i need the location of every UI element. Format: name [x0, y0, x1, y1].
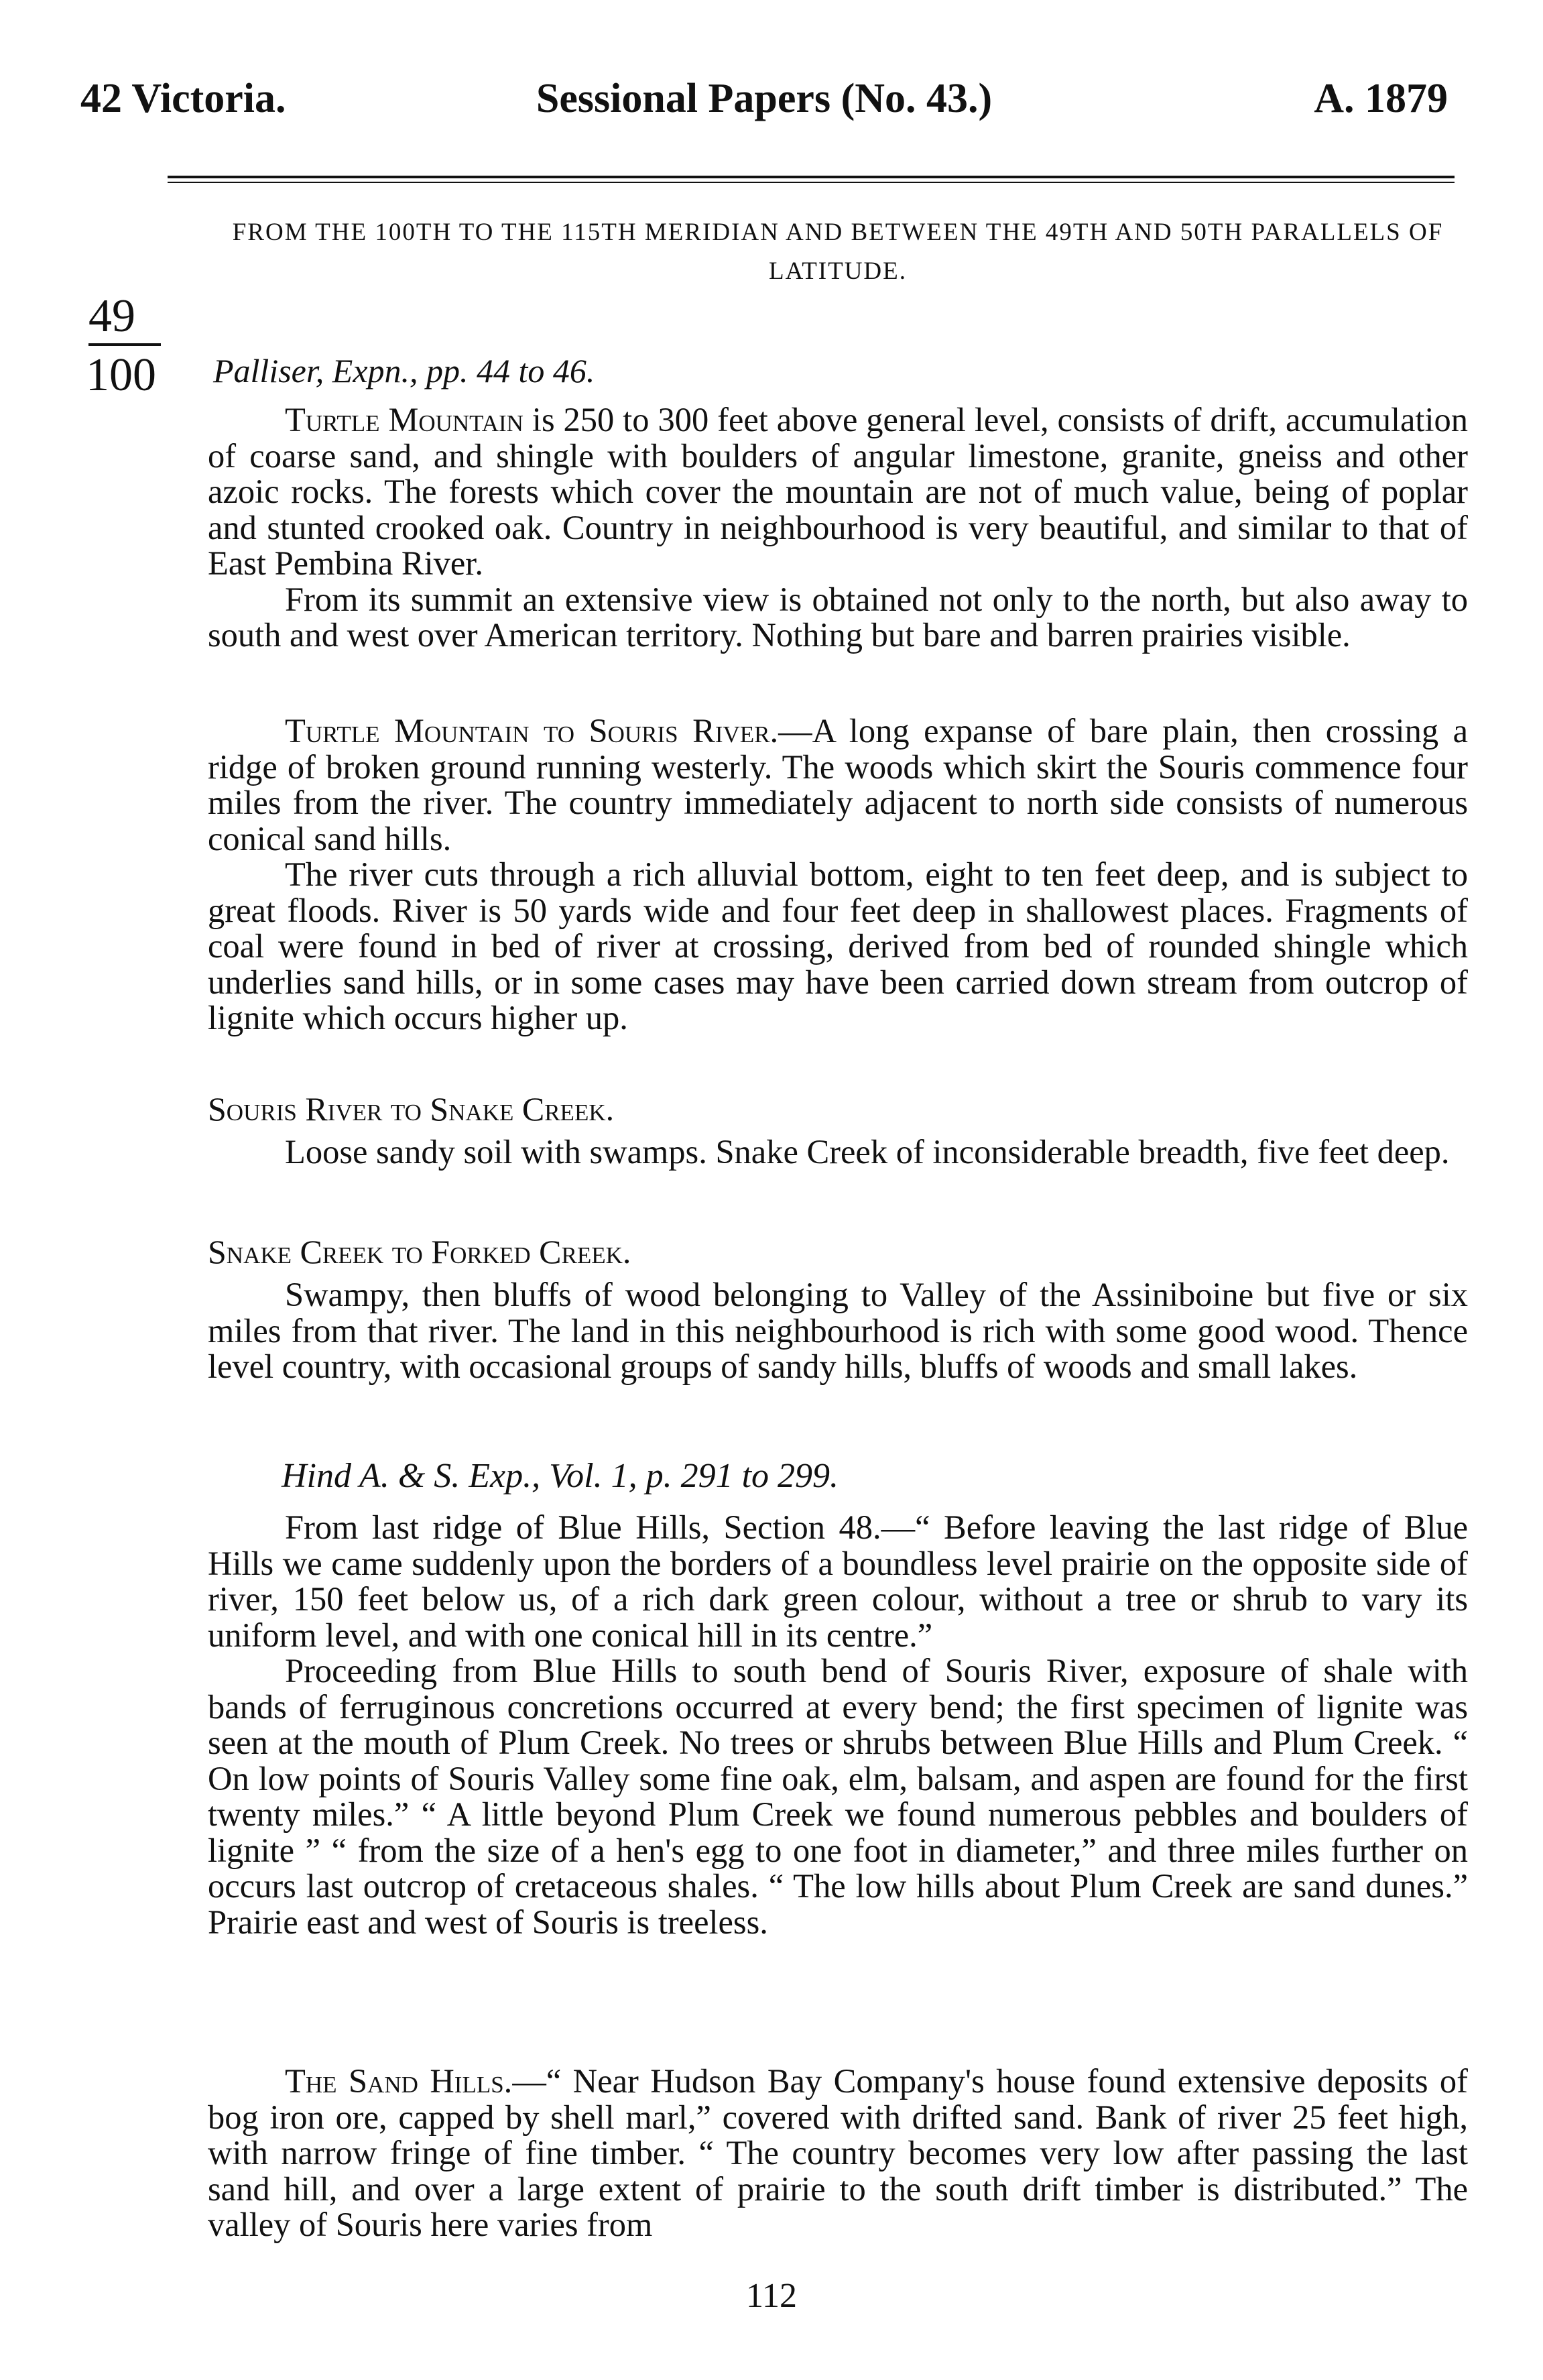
header-left: 42 Victoria.	[80, 76, 286, 121]
running-header	[80, 75, 1448, 129]
paragraph	[208, 402, 1468, 582]
margin-note-bottom: 100	[86, 349, 156, 401]
paragraph-text: —A long expanse of bare plain, then crossing a ridge of broken ground running westerly. The woods which skirt the Souris commence four miles from the river. The country immediately adjacent to north side consists of numerous conical sand hills.	[208, 712, 1468, 857]
section-subheading: FROM THE 100TH TO THE 115TH MERIDIAN AND BETWEEN THE 49TH AND 50TH PARALLELS OF LATITUDE.	[232, 219, 1444, 285]
souris-river-section	[208, 713, 1468, 1036]
section-heading: Snake Creek to Forked Creek.	[208, 1233, 631, 1270]
margin-note-top: 49	[88, 290, 135, 342]
paragraph: Proceeding from Blue Hills to south bend of Souris River, exposure of shale with bands of ferruginous concretions occurred at every bend; the first specimen of lignite was seen at the mouth of Plum Creek. No trees or shrubs between Blue Hills and Plum Creek. “ On low points of Souris Valley some fine oak, elm, balsam, and aspen are found for the first twenty miles.” “ A little beyond Plum Creek we found numerous pebbles and boulders of lignite ” “ from the size of a hen's egg to one foot in diameter,” and three miles further on occurs last outcrop of cretaceous shales. “ The low hills about Plum Creek are sand dunes.” Prairie east and west of Souris is treeless.	[208, 1652, 1468, 1941]
sand-hills-section	[208, 2064, 1468, 2243]
paragraph: From last ridge of Blue Hills, Section 48.—“ Before leaving the last ridge of Blue Hills we came suddenly upon the borders of a boundless level prairie on the opposite side of river, 150 feet below us, of a rich dark green colour, without a tree or shrub to vary its uniform level, and with one conical hill in its centre.”	[208, 1508, 1468, 1654]
margin-note-rule	[88, 343, 161, 346]
blue-hills-section	[208, 1510, 1468, 1940]
turtle-mountain-section	[208, 402, 1468, 654]
paragraph	[208, 2064, 1468, 2243]
forked-creek-section	[208, 1277, 1468, 1385]
header-right: A. 1879	[1314, 76, 1448, 121]
source-citation-hind: Hind A. & S. Exp., Vol. 1, p. 291 to 299.	[282, 1457, 839, 1495]
run-in-title: Turtle Mountain to Souris River.	[285, 712, 779, 750]
paragraph	[208, 713, 1468, 857]
page-number: 112	[745, 2277, 798, 2315]
source-citation-palliser: Palliser, Expn., pp. 44 to 46.	[213, 352, 595, 390]
paragraph: Swampy, then bluffs of wood belonging to Valley of the Assiniboine but five or six miles from that river. The land in this neighbourhood is rich with some good wood. Thence level country, with occasional groups of sandy hills, bluffs of woods and small lakes.	[208, 1276, 1468, 1385]
paragraph: From its summit an extensive view is obtained not only to the north, but also away to south and west over American territory. Nothing but bare and barren prairies visible.	[208, 580, 1468, 654]
paragraph-text: is 250 to 300 feet above general level, consists of drift, accumulation of coarse sand, and shingle with boulders of angular limestone, granite, gneiss and other azoic rocks. The forests which cover the mountain are not of much value, being of poplar and stunted crooked oak. Country in neighbourhood is very beautiful, and similar to that of East Pembina River.	[208, 401, 1468, 582]
header-rule-thin	[168, 182, 1455, 183]
run-in-title: The Sand Hills.	[285, 2062, 513, 2100]
paragraph: The river cuts through a rich alluvial bottom, eight to ten feet deep, and is subject to great floods. River is 50 yards wide and four feet deep in shallowest places. Fragments of coal were found in bed of river at crossing, derived from bed of rounded shingle which underlies sand hills, or in some cases may have been carried down stream from outcrop of lignite which occurs higher up.	[208, 855, 1468, 1036]
header-rule-thick	[168, 176, 1455, 178]
section-heading: Souris River to Snake Creek.	[208, 1090, 615, 1128]
header-center: Sessional Papers (No. 43.)	[536, 76, 993, 121]
snake-creek-section	[208, 1134, 1468, 1171]
paragraph-text: —“ Near Hudson Bay Company's house found extensive deposits of bog iron ore, capped by shell marl,” covered with drifted sand. Bank of river 25 feet high, with narrow fringe of fine timber. “ The country becomes very low after passing the last sand hill, and over a large extent of prairie to the south drift timber is distributed.” The valley of Souris here varies from	[208, 2062, 1468, 2243]
paragraph: Loose sandy soil with swamps. Snake Creek of inconsiderable breadth, five feet deep.	[285, 1133, 1450, 1171]
run-in-title: Turtle Mountain	[285, 401, 523, 438]
